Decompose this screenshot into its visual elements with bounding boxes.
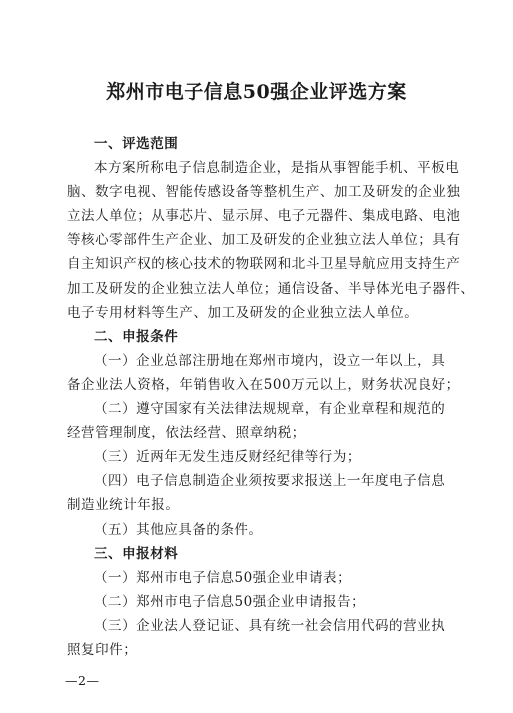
- document-title: 郑州市电子信息50强企业评选方案: [106, 81, 407, 103]
- paragraph-line: 立法人单位；从事芯片、显示屏、电子元器件、集成电路、电池: [67, 208, 461, 225]
- paragraph-line: 制造业统计年报。: [67, 497, 180, 514]
- paragraph-line: （一）郑州市电子信息50强企业申请表；: [94, 569, 352, 586]
- paragraph-line: 自主知识产权的核心技术的物联网和北斗卫星导航应用支持生产: [67, 256, 461, 273]
- paragraph-line: 脑、数字电视、智能传感设备等整机生产、加工及研发的企业独: [67, 184, 461, 201]
- paragraph-line: （二）遵守国家有关法律法规规章，有企业章程和规范的: [94, 401, 446, 418]
- paragraph-line: 等核心零部件生产企业、加工及研发的企业独立法人单位；具有: [67, 232, 461, 249]
- paragraph-line: 加工及研发的企业独立法人单位；通信设备、半导体光电子器件、: [67, 280, 475, 297]
- page-number: —2—: [65, 673, 100, 688]
- paragraph-line: （二）郑州市电子信息50强企业申请报告；: [94, 593, 366, 610]
- paragraph-line: （五）其他应具备的条件。: [94, 521, 263, 538]
- section-heading-materials: 三、申报材料: [94, 545, 179, 562]
- paragraph-line: （三）近两年无发生违反财经纪律等行为；: [94, 449, 361, 466]
- paragraph-line: 照复印件；: [67, 641, 138, 658]
- paragraph-line: 备企业法人资格，年销售收入在500万元以上，财务状况良好；: [67, 376, 460, 393]
- paragraph-line: （四）电子信息制造企业须按要求报送上一年度电子信息: [94, 473, 446, 490]
- paragraph-line: 电子专用材料等生产、加工及研发的企业独立法人单位。: [67, 304, 419, 321]
- paragraph-line: （三）企业法人登记证、具有统一社会信用代码的营业执: [94, 617, 446, 634]
- section-heading-conditions: 二、申报条件: [94, 328, 179, 345]
- paragraph-line: 本方案所称电子信息制造企业，是指从事智能手机、平板电: [94, 160, 460, 177]
- document-body: [67, 132, 475, 662]
- paragraph-line: 经营管理制度，依法经营、照章纳税；: [67, 425, 306, 442]
- section-heading-scope: 一、评选范围: [94, 136, 179, 152]
- paragraph-line: （一）企业总部注册地在郑州市境内，设立一年以上，具: [94, 352, 446, 369]
